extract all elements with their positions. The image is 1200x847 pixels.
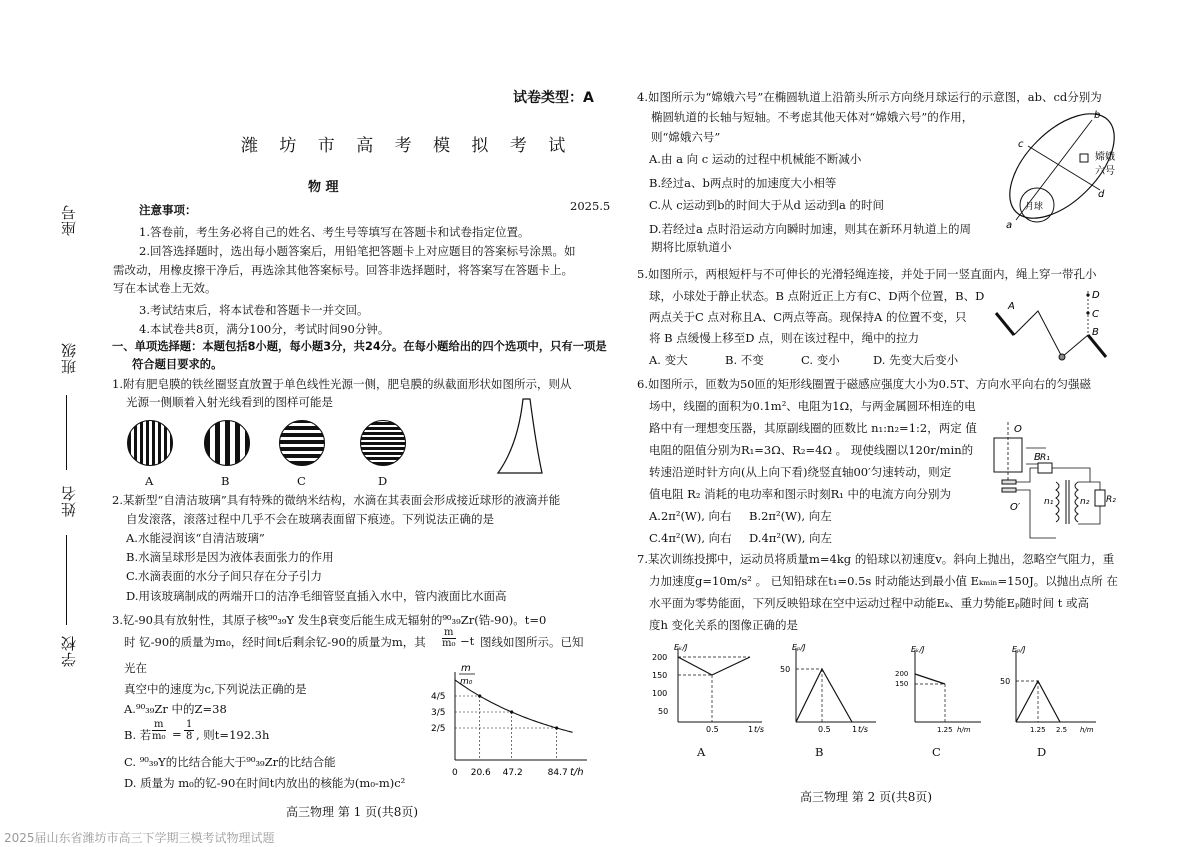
- footer-page-2: 高三物理 第 2 页(共8页): [800, 790, 933, 804]
- graph-c-tick: 150: [895, 680, 909, 688]
- rope-point-a: A: [1008, 301, 1015, 312]
- q7-label-a: A: [697, 745, 706, 759]
- orbit-point-a: a: [1006, 220, 1013, 231]
- orbit-point-b: b: [1094, 110, 1101, 121]
- graph-a-xtick: 0.5: [706, 725, 719, 734]
- q1-line: 光源一侧顺着入射光线看到的图样可能是: [126, 395, 333, 409]
- q5-option: A. 变大: [649, 353, 688, 367]
- rope-point-d: D: [1092, 290, 1100, 301]
- q3-line: 图线如图所示。已知: [480, 635, 584, 649]
- graph-b-line: [796, 669, 852, 722]
- q4-line: 则“嫦娥六号”: [651, 130, 721, 144]
- graph-a-tick: 100: [652, 689, 668, 698]
- rope-point-b: B: [1092, 327, 1099, 338]
- side-label-name: 姓名: [60, 485, 78, 517]
- q5-line: 球，小球处于静止状态。B 点附近正上方有C、D两个位置，B、D: [649, 289, 985, 303]
- field-label-b: B: [1034, 452, 1041, 463]
- orbit-diagram: [1000, 102, 1125, 232]
- decay-curve: [455, 680, 573, 732]
- decay-ytick: 3/5: [431, 708, 446, 718]
- notice-item: 需改动，用橡皮擦干净后，再选涂其他答案标号。回答非选择题时，将答案写在答题卡上。: [113, 263, 573, 277]
- resistor-r1: R₁: [1040, 453, 1050, 463]
- q1-option-d-label: D: [378, 474, 388, 488]
- notice-item: 4.本试卷共8页，满分100分，考试时间90分钟。: [139, 322, 390, 336]
- graph-c-xlabel: h/m: [957, 726, 971, 734]
- q7-line: 度h 变化关系的图像正确的是: [649, 618, 799, 632]
- q7-graph-c: [893, 644, 988, 739]
- graph-d-ylabel: Eₚ/J: [1012, 645, 1026, 654]
- q3-line: 光在: [124, 661, 147, 675]
- graph-d-tick: 50: [1000, 677, 1011, 686]
- q6-line: 电阻的阻值分别为R₁=3Ω、R₂=4Ω 。 现使线圈以120r/min的: [649, 443, 974, 457]
- q5-option: C. 变小: [801, 353, 840, 367]
- q4-option: D.若经过a 点时沿运动方向瞬时加速，则其在新环月轨道上的周: [649, 222, 971, 236]
- footer-page-1: 高三物理 第 1 页(共8页): [286, 805, 419, 819]
- q2-option: D.用该玻璃制成的两端开口的洁净毛细管竖直插入水中，管内液面比水面高: [126, 589, 507, 603]
- q3-b-fraction-value: [184, 719, 194, 742]
- graph-c-line: [915, 674, 945, 684]
- decay-xlabel: t/h: [570, 767, 584, 778]
- q2-option: A.水能浸润该“自清洁玻璃”: [126, 531, 265, 545]
- notice-list: [113, 224, 603, 339]
- subject-title: 物 理: [308, 180, 339, 195]
- side-divider: [66, 395, 67, 470]
- watermark-text: 2025届山东省潍坊市高三下学期三模考试物理试题: [4, 831, 275, 845]
- q1-option-c-label: C: [297, 474, 306, 488]
- fringe-pattern-a: [127, 420, 173, 466]
- graph-c-ylabel: Eₖ/J: [911, 645, 925, 654]
- axis-label-op: O′: [1010, 502, 1021, 513]
- q7-line: 7.某次训练投掷中，运动员将质量m=4kg 的铅球以初速度v。斜向上抛出，忽略空气阻力，重: [637, 552, 1115, 566]
- graph-a-tick: 50: [658, 707, 669, 716]
- q3-b-equals: =: [172, 727, 182, 741]
- q2-option: C.水滴表面的水分子间只存在分子引力: [126, 569, 323, 583]
- orbit-point-d: d: [1098, 189, 1105, 200]
- q3-b-den: m₀: [152, 731, 166, 742]
- q4-line: 4.如图所示为“嫦娥六号”在椭圆轨道上沿箭头所示方向绕月球运行的示意图，ab、cd分别为: [637, 90, 1102, 104]
- q3-frac-num: m: [442, 628, 456, 639]
- q1-line: 1.附有肥皂膜的铁丝圈竖直放置于单色线性光源一侧，肥皂膜的纵截面形状如图所示，则从: [112, 377, 572, 391]
- graph-a-xlabel: t/s: [754, 725, 764, 734]
- graph-d-xlabel: h/m: [1080, 726, 1094, 734]
- notice-heading: 注意事项：: [139, 203, 197, 217]
- q6-option: C.4π²(W), 向右: [649, 531, 732, 545]
- graph-a-xtick: 1: [748, 725, 754, 734]
- q3-option: B. 若: [124, 728, 152, 742]
- q5-line: 将 B 点缓慢上移至D 点，则在该过程中，绳中的拉力: [649, 331, 920, 345]
- graph-b-tick: 50: [780, 665, 791, 674]
- q6-option: B.2π²(W), 向左: [749, 509, 832, 523]
- q4-line: 椭圆轨道的长轴与短轴。不考虑其他天体对“嫦娥六号”的作用，: [651, 110, 974, 124]
- q6-line: 路中有一理想变压器，其原副线圈的匝数比 n₁:n₂=1:2，两定 值: [649, 421, 977, 435]
- decay-xtick: 47.2: [502, 768, 523, 778]
- decay-ylabel-num: m: [461, 663, 471, 674]
- q3-option: A.⁹⁰₃₉Zr 中的Z=38: [124, 702, 227, 716]
- q7-label-c: C: [932, 745, 941, 759]
- q3-b-fraction: [152, 719, 166, 742]
- side-label-seat: 座号: [60, 204, 78, 236]
- soap-film-profile: [490, 395, 550, 477]
- graph-a-tick: 200: [652, 653, 668, 662]
- q6-option: A.2π²(W), 向右: [649, 509, 732, 523]
- q7-graph-b: [776, 642, 886, 737]
- q1-option-b-label: B: [221, 474, 230, 488]
- q7-graph-a: [650, 642, 770, 737]
- q7-block: [637, 551, 1182, 641]
- decay-chart: [425, 660, 595, 780]
- side-label-class: 班级: [60, 342, 78, 374]
- graph-a-line: [678, 657, 750, 675]
- orbit-point-c: c: [1018, 139, 1024, 150]
- q3-b-value-den: 8: [186, 731, 193, 742]
- decay-ytick: 2/5: [431, 724, 446, 734]
- coil-n1: n₁: [1044, 497, 1054, 507]
- probe-label-2: 六号: [1095, 166, 1115, 177]
- q5-line: 两点关于C 点对称且A、C两点等高。现保持A 的位置不变，只: [649, 310, 967, 324]
- section-heading: 一、单项选择题：本题包括8小题，每小题3分，共24分。在每小题给出的四个选项中，只有一项是: [112, 340, 607, 353]
- graph-b-xtick: 1: [852, 725, 858, 734]
- q3-frac-den: m₀: [442, 638, 456, 649]
- graph-d-xtick: 1.25: [1030, 726, 1046, 734]
- rope-diagram: [988, 283, 1118, 368]
- side-label-school: 学校: [60, 635, 78, 667]
- q2-line: 自发滚落，滚落过程中几乎不会在玻璃表面留下痕迹。下列说法正确的是: [126, 512, 494, 526]
- q3-line: 3.钇-90具有放射性，其原子核⁹⁰₃₉Y 发生β衰变后能生成无辐射的⁹⁰₃₉Zr(锆-90)。t=0: [112, 613, 547, 627]
- q6-line: 转速沿逆时针方向(从上向下看)绕竖直轴00′匀速转动，则定: [649, 465, 952, 479]
- q2-option: B.水滴呈球形是因为液体表面张力的作用: [126, 550, 334, 564]
- graph-a-tick: 150: [652, 671, 668, 680]
- graph-b-xlabel: t/s: [858, 725, 868, 734]
- resistor-r2: R₂: [1106, 495, 1116, 505]
- q3-frac-t: −t: [460, 634, 475, 648]
- q5-option: D. 先变大后变小: [873, 353, 959, 367]
- notice-item: 写在本试卷上无效。: [113, 281, 217, 295]
- q7-line: 水平面为零势能面，下列反映铅球在空中运动过程中动能Eₖ、重力势能Eₚ随时间 t 或高: [649, 596, 1090, 610]
- q3-line: 真空中的速度为c,下列说法正确的是: [124, 682, 307, 696]
- coil-transformer-diagram: [990, 420, 1120, 560]
- fringe-pattern-c: [279, 420, 325, 466]
- decay-xtick: 20.6: [470, 768, 491, 778]
- graph-d-xtick: 2.5: [1056, 726, 1068, 734]
- rope-point-c: C: [1092, 309, 1099, 320]
- q7-label-d: D: [1037, 745, 1047, 759]
- graph-a-ylabel: Eₖ/J: [674, 643, 688, 652]
- notice-item: 3.考试结束后，将本试卷和答题卡一并交回。: [139, 303, 369, 317]
- q7-line: 力加速度g=10m/s² 。 已知铅球在t₁=0.5s 时动能达到最小值 Eₖₘᵢₙ=150J。以抛出点所 在: [649, 574, 1118, 588]
- notice-item: 2.回答选择题时，选出每小题答案后，用铅笔把答题卡上对应题目的答案标号涂黑。如: [139, 244, 576, 258]
- decay-xtick: 84.7: [547, 768, 568, 778]
- q4-option: C.从 c运动到b的时间大于从d 运动到a 的时间: [649, 198, 885, 212]
- q5-line: 5.如图所示，两根短杆与不可伸长的光滑轻绳连接，并处于同一竖直面内，绳上穿一带孔小: [637, 267, 1097, 281]
- q6-line: 场中，线圈的面积为0.1m²、电阻为1Ω，与两金属圆环相连的电: [649, 399, 976, 413]
- decay-ytick: 4/5: [431, 692, 446, 702]
- q3-option: D. 质量为 m₀的钇-90在时间t内放出的核能为(m₀-m)c²: [124, 776, 406, 790]
- graph-b-ylabel: Eₚ/J: [792, 643, 806, 652]
- q3-b-num: m: [152, 719, 166, 731]
- coil-n2: n₂: [1080, 497, 1090, 507]
- q7-graph-d: [996, 644, 1106, 739]
- axis-label-o: O: [1014, 424, 1022, 435]
- graph-b-xtick: 0.5: [818, 725, 831, 734]
- graph-c-tick: 200: [895, 670, 909, 678]
- graph-c-xtick: 1.25: [937, 726, 953, 734]
- q4-option: 期将比原轨道小: [651, 240, 732, 254]
- q6-line: 值电阻 R₂ 消耗的电功率和图示时刻R₁ 中的电流方向分别为: [649, 487, 952, 501]
- q6-line: 6.如图所示，匝数为50匝的矩形线圈置于磁感应强度大小为0.5T、方向水平向右的匀强磁: [637, 377, 1092, 391]
- q1-option-a-label: A: [145, 474, 154, 488]
- exam-date: 2025.5: [570, 199, 611, 213]
- q4-option: A.由 a 向 c 运动的过程中机械能不断减小: [649, 152, 862, 166]
- q2-block: [112, 492, 612, 607]
- side-divider: [66, 535, 67, 625]
- section-heading-cont: 符合题目要求的。: [132, 358, 223, 371]
- moon-label: 月球: [1025, 202, 1044, 212]
- q3-option: , 则t=192.3h: [196, 728, 270, 742]
- q5-option: B. 不变: [725, 353, 764, 367]
- decay-ylabel-den: m₀: [460, 677, 473, 687]
- probe-label-1: 嫦娥: [1095, 152, 1115, 163]
- fringe-pattern-d: [360, 420, 406, 466]
- q3-option: C. ⁹⁰₃₉Y的比结合能大于⁹⁰₃₉Zr的比结合能: [124, 755, 336, 769]
- q3-line: 时 钇-90的质量为m₀，经时间t后剩余钇-90的质量为m，其: [124, 635, 426, 649]
- exam-title: 潍 坊 市 高 考 模 拟 考 试: [241, 136, 574, 156]
- q2-line: 2.某新型“自清洁玻璃”具有特殊的微纳米结构，水滴在其表面会形成接近球形的液滴并能: [112, 493, 561, 507]
- q4-option: B.经过a、b两点时的加速度大小相等: [649, 176, 837, 190]
- notice-item: 1.答卷前，考生务必将自己的姓名、考生号等填写在答题卡和试卷指定位置。: [139, 225, 530, 239]
- q3-fraction: [442, 628, 456, 649]
- paper-type: 试卷类型：A: [513, 90, 594, 106]
- q7-label-b: B: [815, 745, 824, 759]
- decay-xtick: 0: [452, 768, 458, 778]
- q3-b-value-num: 1: [186, 719, 193, 730]
- q6-option: D.4π²(W), 向左: [749, 531, 833, 545]
- fringe-pattern-b: [204, 420, 250, 466]
